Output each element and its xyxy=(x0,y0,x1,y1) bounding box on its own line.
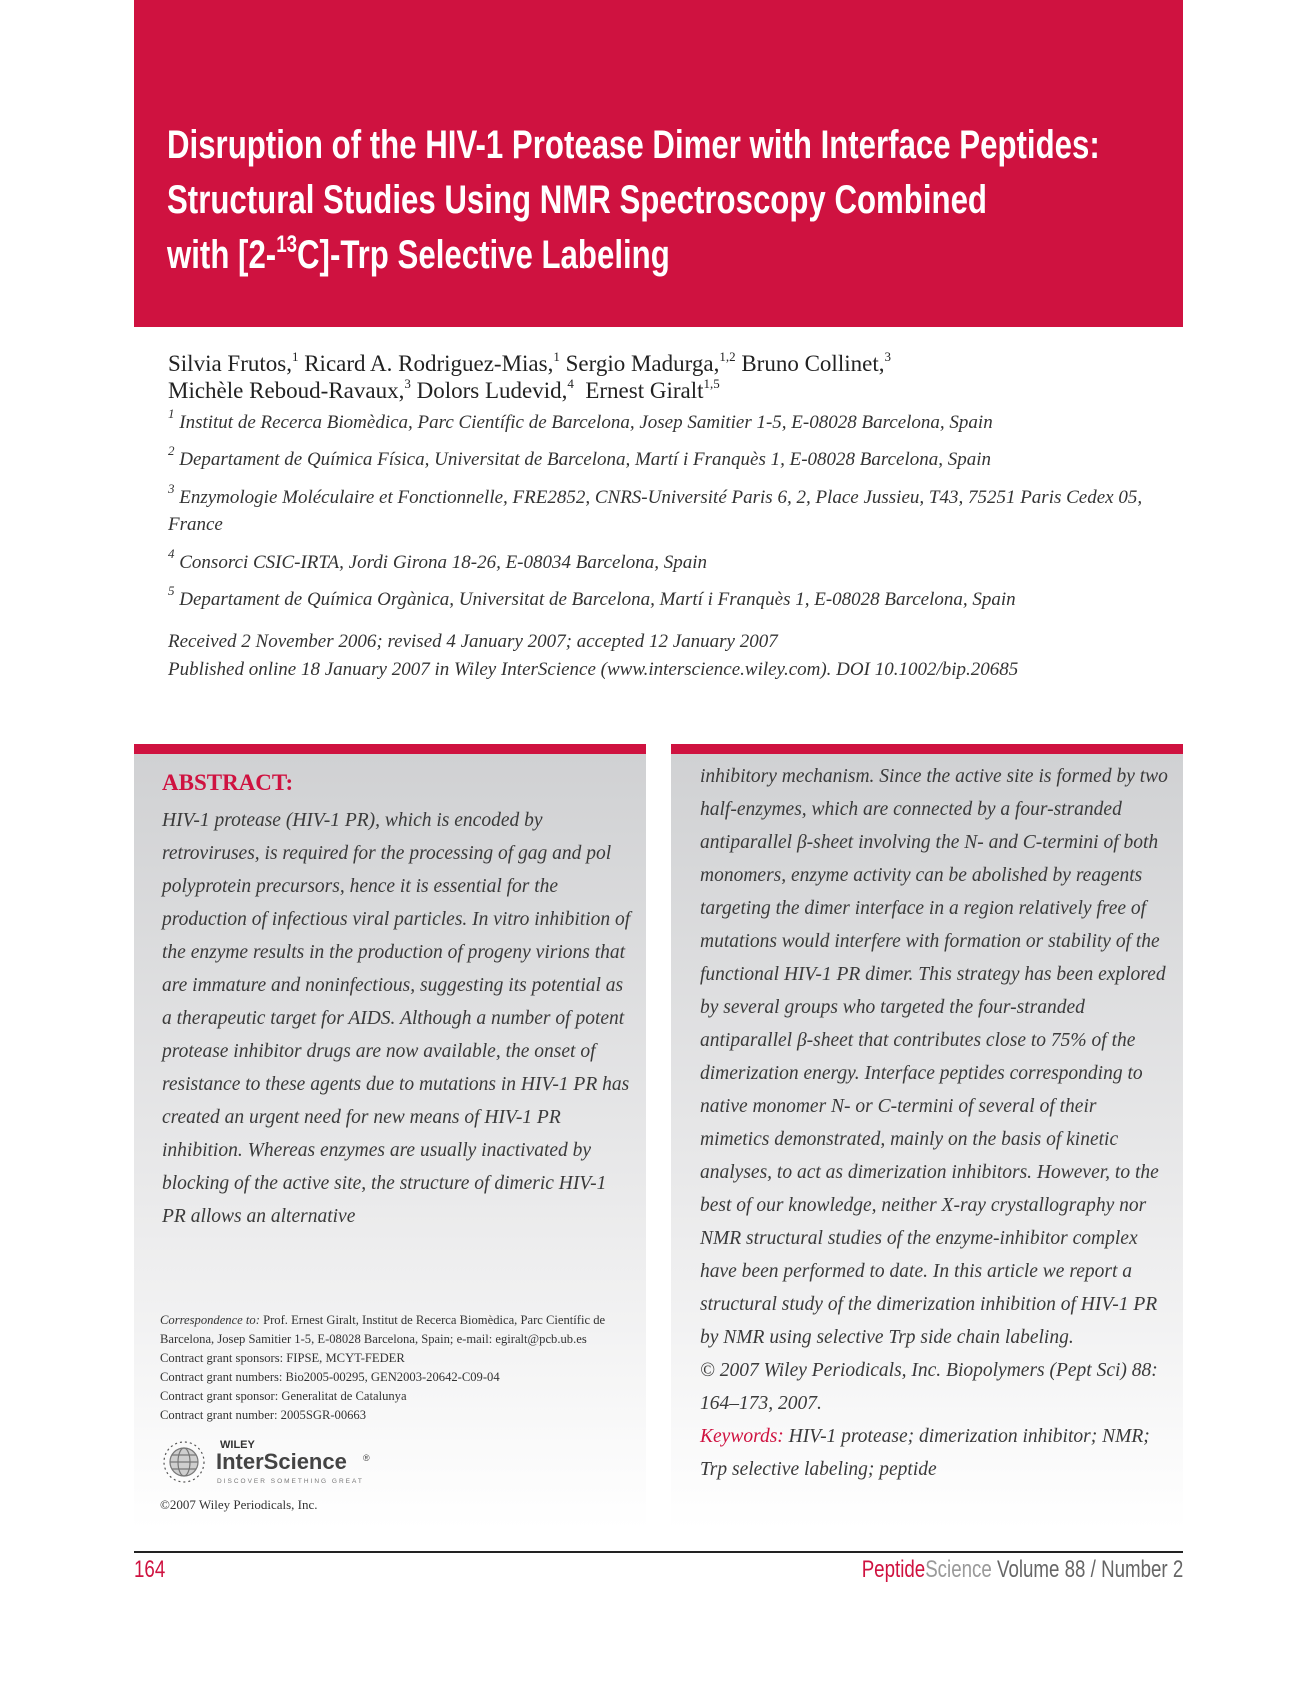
correspondence-note xyxy=(160,1311,650,1425)
article-title xyxy=(167,118,1100,283)
author: Ricard A. Rodriguez-Mias,$^1$ xyxy=(304,349,560,376)
abstract-heading: ABSTRACT: xyxy=(162,770,294,795)
publication-dates xyxy=(168,628,1178,684)
published-online: Published online 18 January 2007 in Wiley InterScience (www.interscience.wiley.com). DOI 10.1002/bip.20685 xyxy=(168,659,1019,680)
author: Silvia Frutos,$^1$ xyxy=(168,349,299,376)
author-list xyxy=(168,350,1178,404)
correspondence: Correspondence to: Prof. Ernest Giralt, Institut de Recerca Biomèdica, Parc Científic de Barcelona, Josep Samitier 1-5, E-08028 Barcelona, Spain; e-mail: egiralt@pcb.ub.es xyxy=(160,1313,606,1346)
author: Bruno Collinet,$^3$ xyxy=(741,349,891,376)
logo-wiley: WILEY xyxy=(220,1439,255,1451)
title-line-1: Disruption of the HIV-1 Protease Dimer with Interface Peptides: xyxy=(167,123,1100,167)
grant-line: Contract grant sponsors: FIPSE, MCYT-FEDER xyxy=(160,1351,405,1365)
globe-icon xyxy=(164,1442,204,1482)
grant-line: Contract grant numbers: Bio2005-00295, GEN2003-20642-C09-04 xyxy=(160,1370,500,1384)
logo-registered: ® xyxy=(363,1453,370,1463)
footer-rule xyxy=(134,1551,1183,1553)
affiliation: $^5$ Departament de Química Orgànica, Universitat de Barcelona, Martí i Franquès 1, E-08028 Barcelona, Spain xyxy=(168,583,1016,610)
received-date: Received 2 November 2006; revised 4 January 2007; accepted 12 January 2007 xyxy=(168,631,778,652)
affiliation: $^3$ Enzymologie Moléculaire et Fonctionnelle, FRE2852, CNRS-Université Paris 6, 2, Place Jussieu, T43, 75251 Paris Cedex 05, France xyxy=(168,481,1143,535)
wiley-interscience-logo xyxy=(160,1436,390,1488)
grant-line: Contract grant number: 2005SGR-00663 xyxy=(160,1408,367,1422)
title-line-3: with [2-$^{13}$C]-Trp Selective Labeling xyxy=(167,231,670,277)
logo-copyright: ©2007 Wiley Periodicals, Inc. xyxy=(160,1497,318,1512)
logo-tagline: DISCOVER SOMETHING GREAT xyxy=(217,1478,364,1485)
keywords-label: Keywords: xyxy=(700,1426,784,1447)
author: Sergio Madurga,$^{1,2}$ xyxy=(565,349,736,376)
author: Ernest Giralt$^{1,5}$ xyxy=(585,376,720,403)
keywords: HIV-1 protease; dimerization inhibitor; NMR; Trp selective labeling; peptide xyxy=(700,1426,1150,1480)
title-line-2: Structural Studies Using NMR Spectroscopy Combined xyxy=(167,178,987,222)
author: Michèle Reboud-Ravaux,$^3$ xyxy=(168,376,411,403)
page-number: 164 xyxy=(134,1556,166,1583)
grant-line: Contract grant sponsor: Generalitat de Catalunya xyxy=(160,1389,407,1403)
abstract-text-right xyxy=(700,760,1170,1486)
abstract-body-continued: inhibitory mechanism. Since the active site is formed by two half-enzymes, which are connected by a four-stranded antiparallel β-sheet involving the N- and C-termini of both monomers, enzyme activity can be abolished by reagents targeting the dimer interface in a region relatively free of mutations would interfere with formation or stability of the functional HIV-1 PR dimer. This strategy has been explored by several groups who targeted the four-stranded antiparallel β-sheet that contributes close to 75% of the dimerization energy. Interface peptides corresponding to native monomer N- or C-termini of several of their mimetics demonstrated, mainly on the basis of kinetic analyses, to act as dimerization inhibitors. However, to the best of our knowledge, neither X-ray crystallography nor NMR structural studies of the enzyme-inhibitor complex have been performed to date. In this article we report a structural study of the dimerization inhibition of HIV-1 PR by NMR using selective Trp side chain labeling. xyxy=(700,766,1168,1348)
affiliation: $^1$ Institut de Recerca Biomèdica, Parc Científic de Barcelona, Josep Samitier 1-5, E-08028 Barcelona, Spain xyxy=(168,406,993,433)
journal-name: PeptideScience Volume 88 / Number 2 xyxy=(861,1556,1183,1583)
affiliation: $^4$ Consorci CSIC-IRTA, Jordi Girona 18-26, E-08034 Barcelona, Spain xyxy=(168,546,707,573)
abstract-text-left: HIV-1 protease (HIV-1 PR), which is encoded by retroviruses, is required for the processing of gag and pol polyprotein precursors, hence it is essential for the production of infectious viral particles. In vitro inhibition of the enzyme results in the production of progeny virions that are immature and noninfectious, suggesting its potential as a therapeutic target for AIDS. Although a number of potent protease inhibitor drugs are now available, the onset of resistance to these agents due to mutations in HIV-1 PR has created an urgent need for new means of HIV-1 PR inhibition. Whereas enzymes are usually inactivated by blocking of the active site, the structure of dimeric HIV-1 PR allows an alternative xyxy=(162,810,631,1227)
author: Dolors Ludevid,$^4$ xyxy=(416,376,574,403)
abstract-copyright: © 2007 Wiley Periodicals, Inc. Biopolymers (Pept Sci) 88: 164–173, 2007. xyxy=(700,1360,1158,1414)
logo-interscience: InterScience xyxy=(216,1449,347,1474)
affiliation: $^2$ Departament de Química Física, Universitat de Barcelona, Martí i Franquès 1, E-08028 Barcelona, Spain xyxy=(168,443,992,470)
